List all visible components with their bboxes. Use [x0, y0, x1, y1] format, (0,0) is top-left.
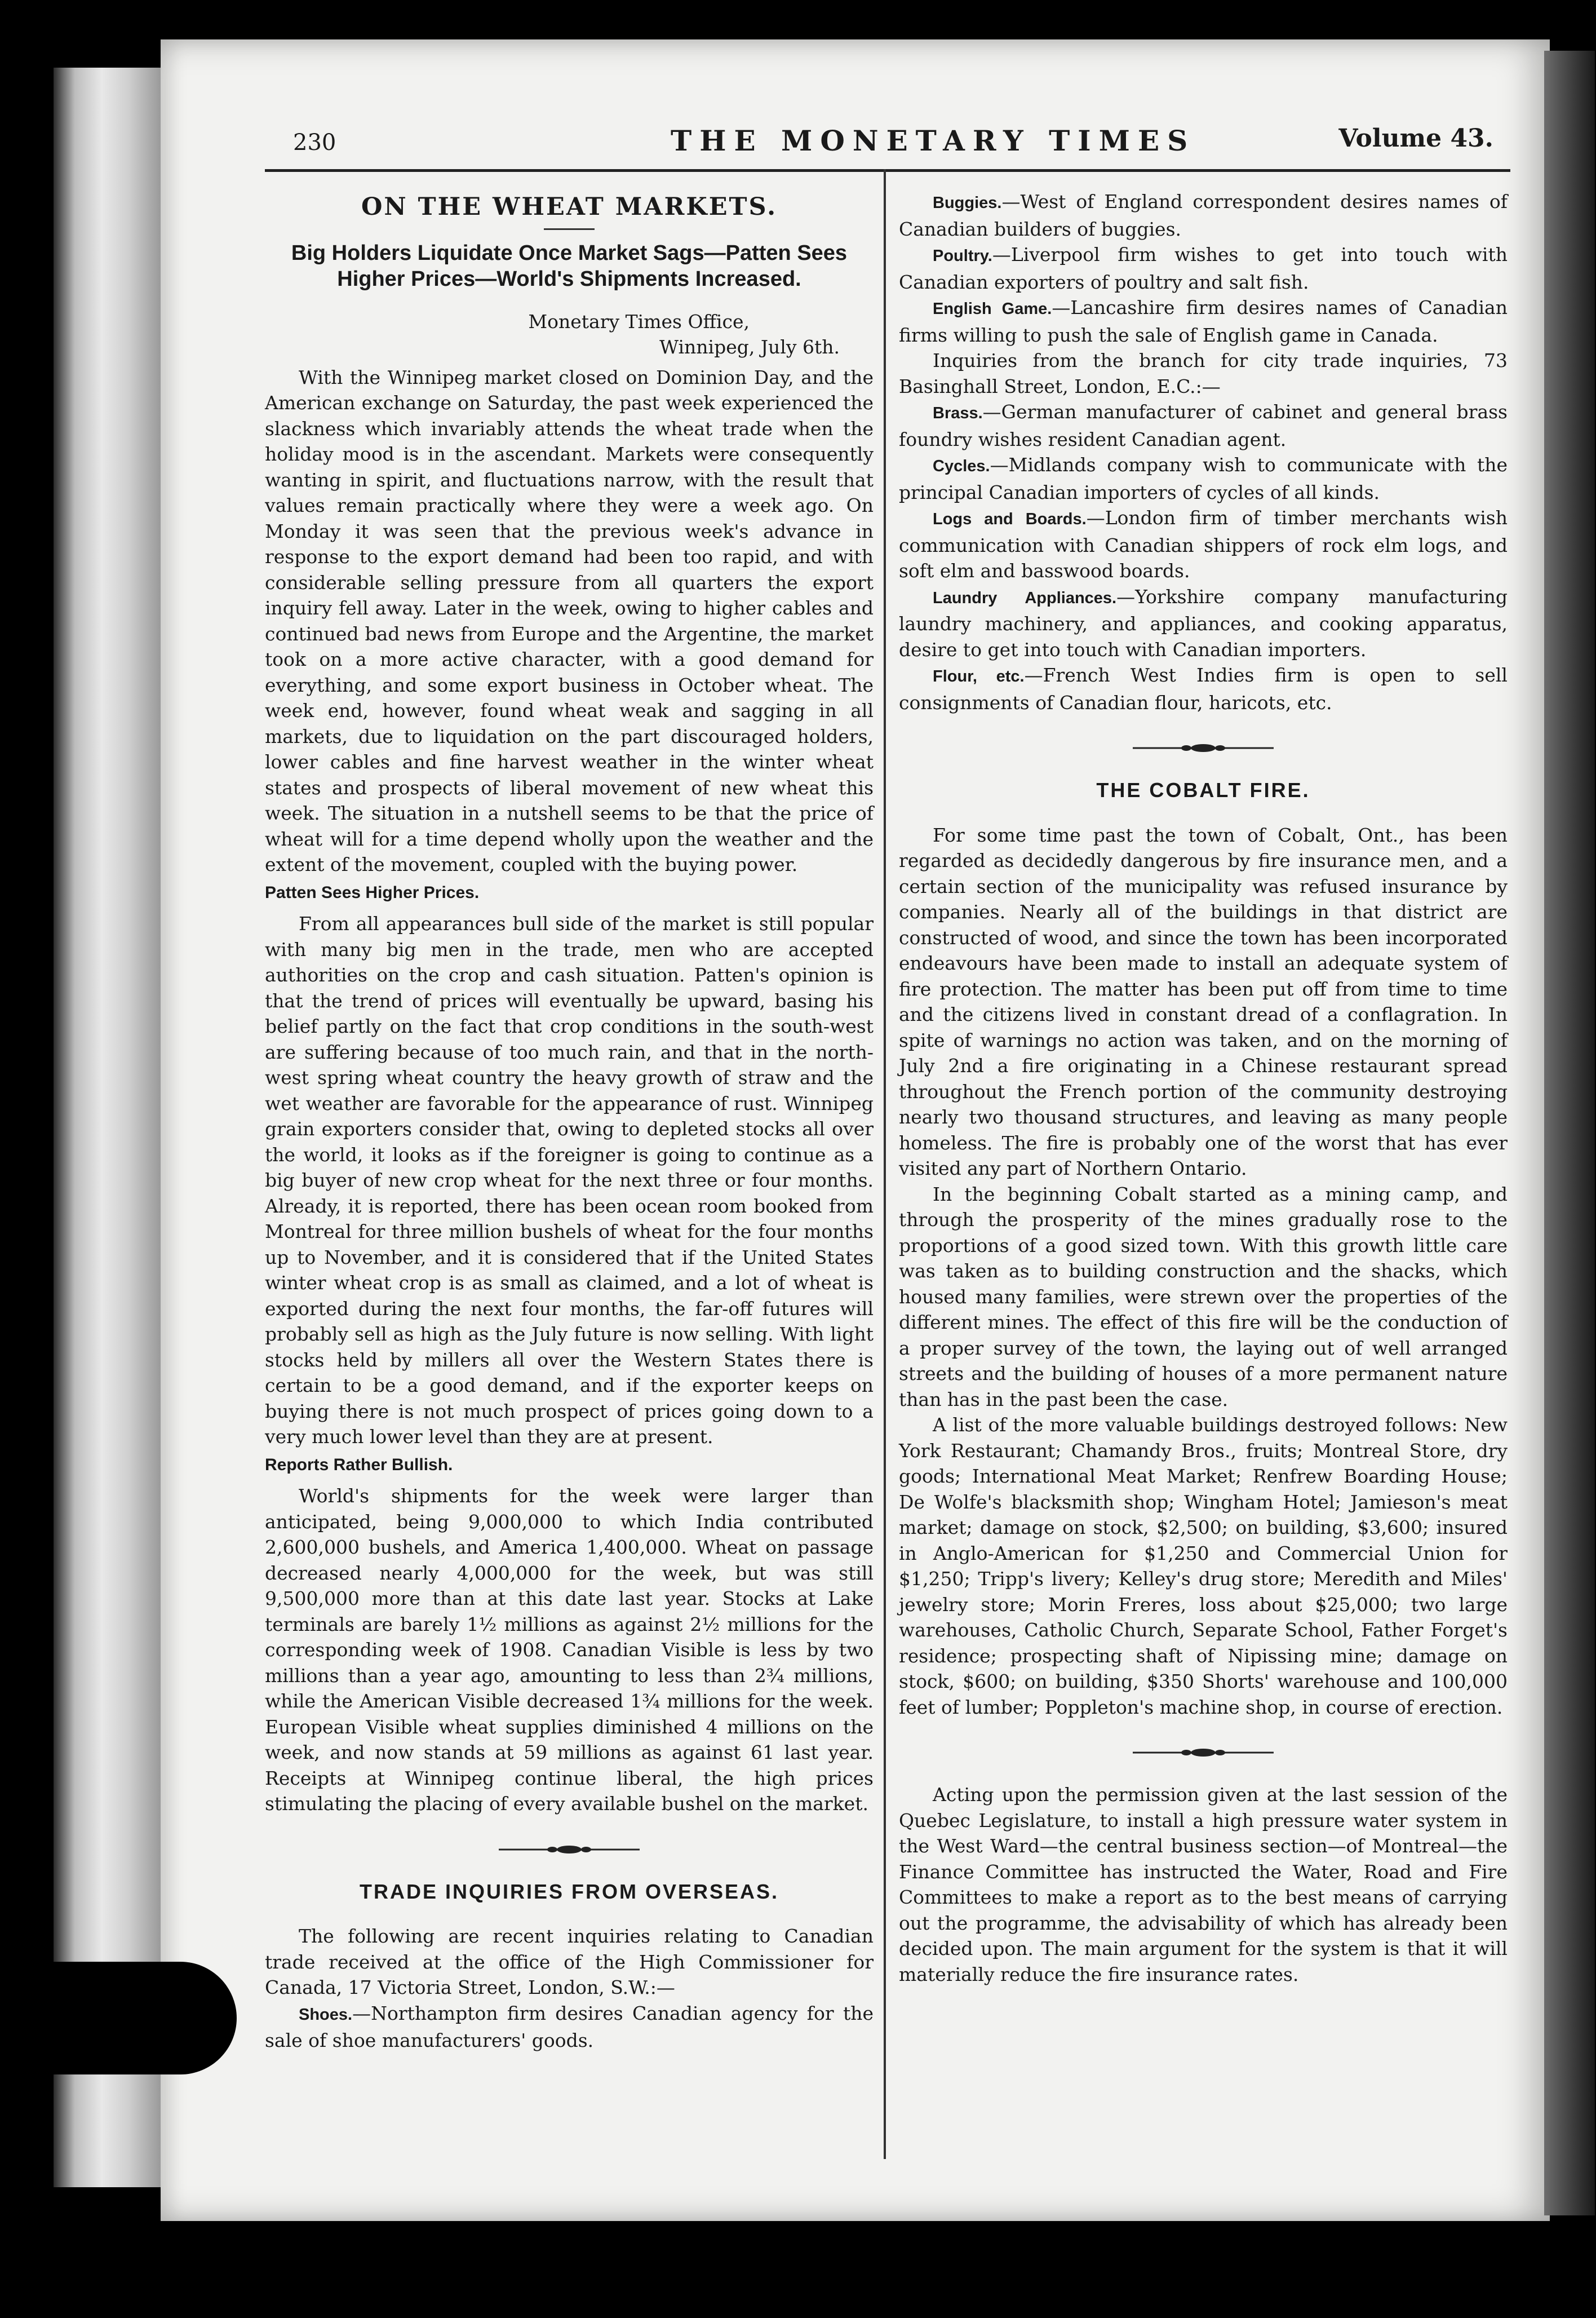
item-label: Shoes.: [299, 2005, 353, 2024]
trade-item-laundry: [899, 584, 1508, 663]
header-rule: [265, 169, 1510, 172]
item-label: Cycles.: [933, 457, 990, 475]
book-page-edges: [54, 68, 161, 2187]
trade-item-brass: [899, 399, 1508, 452]
subhead-patten: Patten Sees Higher Prices.: [265, 883, 480, 902]
subhead-bullish: Reports Rather Bullish.: [265, 1455, 453, 1474]
cobalt-paragraph-2: In the beginning Cobalt started as a mining camp, and through the prosperity of the mines gradually rose to the proportions of a good sized town. With this growth little care was taken as to building construction and the shacks, which housed many families, were strewn over the properties of the different mines. The effect of this fire will be the conduction of a proper survey of the town, the laying out of well arranged streets and the building of houses of a more permanent nature than has in the past been the case.: [899, 1183, 1508, 1410]
trade-intro: The following are recent inquiries relating to Canadian trade received at the office of the High Commissioner for Canada, 17 Victoria Street, London, S.W.:—: [265, 1925, 874, 1998]
deck-line-1: Big Holders Liquidate Once Market Sags—Patten Sees: [291, 241, 848, 265]
cobalt-paragraph-1: For some time past the town of Cobalt, Ont., has been regarded as decidedly dangerous by fire insurance men, and a certain section of the municipality was refused insurance by companies. Nearly all of the buildings in that district are constructed of wood, and since the town has been incorporated endeavours have been made to install an adequate system of fire protection. The matter has been put off from time to time and the citizens lived in constant dread of a conflagration. In spite of warnings no action was taken, and on the morning of July 2nd a fire originating in a Chinese restaurant spread throughout the French portion of the community destroying nearly two thousand structures, and leaving as many people homeless. The fire is probably one of the worst that has ever visited any part of Northern Ontario.: [899, 824, 1508, 1179]
left-column: [265, 189, 874, 2054]
title-rule: [544, 228, 595, 230]
item-label: Logs and Boards.: [933, 510, 1087, 528]
ornament-icon: [1133, 1747, 1274, 1758]
running-header: [293, 124, 1493, 175]
page-number: 230: [293, 130, 336, 156]
thumb-shadow: [0, 1962, 237, 2074]
deck-line-2: Higher Prices—World's Shipments Increased.: [337, 267, 801, 291]
trade-inquiries-title: TRADE INQUIRIES FROM OVERSEAS.: [359, 1879, 779, 1903]
dateline-place: Winnipeg, July 6th.: [659, 336, 840, 358]
item-text: —Northampton firm desires Canadian agency for the sale of shoe manufacturers' goods.: [265, 2002, 874, 2051]
item-text: —French West Indies firm is open to sell consignments of Canadian flour, haricots, etc.: [899, 664, 1508, 714]
book-gutter-edge: [1544, 51, 1595, 2215]
trade-item-game: [899, 295, 1508, 348]
trade-item-shoes: [265, 2001, 874, 2054]
ornament-icon: [1133, 742, 1274, 754]
item-text: —German manufacturer of cabinet and general brass foundry wishes resident Canadian agent.: [899, 401, 1508, 450]
item-label: English Game.: [933, 300, 1052, 318]
trade-item-poultry: [899, 242, 1508, 295]
item-text: —Yorkshire company manufacturing laundry machinery, and appliances, and cooking apparatus, desire to get into touch with Canadian importers.: [899, 585, 1508, 661]
cobalt-paragraph-3: A list of the more valuable buildings destroyed follows: New York Restaurant; Chamandy Bros., fruits; Montreal Store, dry goods; International Meat Market; Renfrew Boarding House; De Wolfe's blacksmith shop; Wingham Hotel; Jamieson's meat market; damage on stock, $2,500; on building, $3,600; insured in Anglo-American for $1,250 and Commercial Union for $1,250; Tripp's livery; Kelley's drug store; Meredith and Miles' jewelry store; Morin Freres, loss about $25,000; two large warehouses, Catholic Church, Separate School, Father Forget's residence; prospecting shaft of Nipissing mine; damage on stock, $600; on building, $350 Shorts' warehouse and 100,000 feet of lumber; Poppleton's machine shop, in course of erection.: [899, 1414, 1508, 1718]
item-label: Brass.: [933, 404, 983, 422]
wheat-paragraph-1: With the Winnipeg market closed on Dominion Day, and the American exchange on Saturday, the past week experienced the slackness which invariably attends the wheat trade when the holiday mood is in the ascendant. Markets were consequently wanting in spirit, and fluctuations narrow, with the result that values remain practically where they were a week ago. On Monday it was seen that the previous week's advance in response to the export demand had been too rapid, and with considerable selling pressure from all quarters the export inquiry fell away. Later in the week, owing to higher cables and continued bad news from Europe and the Argentine, the market took on a more active character, with a good demand for everything, and some export business in October wheat. The week end, however, found wheat weak and sagging in all markets, due to liquidation on the part discouraged holders, lower cables and fine harvest weather in the winter wheat states and prospects of liberal movement of new wheat this week. The situation in a nutshell seems to be that the price of wheat will for a time depend wholly upon the weather and the extent of the movement, coupled with the buying power.: [265, 366, 874, 875]
item-label: Poultry.: [933, 247, 992, 265]
quebec-paragraph: Acting upon the permission given at the last session of the Quebec Legislature, to install a high pressure water system in the West Ward—the central business section—of Montreal—the Finance Committee has instructed the Water, Road and Fire Committees to make a report as to the best means of carrying out the programme, the advisability of which has already been decided upon. The main argument for the system is that it will materially reduce the fire insurance rates.: [899, 1784, 1508, 1985]
trade-item-cycles: [899, 452, 1508, 505]
item-text: —Liverpool firm wishes to get into touch with Canadian exporters of poultry and salt fish.: [899, 244, 1508, 293]
item-text: —London firm of timber merchants wish communication with Canadian shippers of rock elm logs, and soft elm and basswood boards.: [899, 507, 1508, 582]
item-label: Laundry Appliances.: [933, 589, 1117, 607]
item-label: Buggies.: [933, 194, 1002, 212]
ornament-divider: [899, 1747, 1508, 1758]
wheat-paragraph-3: World's shipments for the week were larger than anticipated, being 9,000,000 to which India contributed 2,600,000 bushels, and America 1,400,000. Wheat on passage decreased nearly 4,000,000 for the week, but was still 9,500,000 more than at this date last year. Stocks at Lake terminals are barely 1½ millions as against 2½ millions for the corresponding week of 1908. Canadian Visible is less by two millions than a year ago, amounting to less than 2¾ millions, while the American Visible decreased 1¾ millions for the week. European Visible wheat supplies diminished 4 millions on the week, and now stands at 59 millions as against 61 last year. Receipts at Winnipeg continue liberal, the high prices stimulating the placing of every available bushel on the market.: [265, 1485, 874, 1815]
trade-branch-intro: Inquiries from the branch for city trade inquiries, 73 Basinghall Street, London, E.C.:—: [899, 350, 1508, 397]
item-text: —Midlands company wish to communicate with the principal Canadian importers of cycles of all kinds.: [899, 454, 1508, 503]
wheat-article-title: ON THE WHEAT MARKETS.: [361, 193, 778, 221]
wheat-article-deck: [265, 240, 874, 292]
journal-title: THE MONETARY TIMES: [671, 124, 1196, 157]
volume-label: Volume 43.: [1338, 124, 1493, 153]
right-column: [899, 189, 1508, 1987]
trade-item-buggies: [899, 189, 1508, 242]
item-text: —Lancashire firm desires names of Canadian firms willing to push the sale of English game in Canada.: [899, 297, 1508, 346]
wheat-paragraph-2: From all appearances bull side of the market is still popular with many big men in the trade, men who are accepted authorities on the crop and cash situation. Patten's opinion is that the trend of prices will eventually be upward, basing his belief partly on the fact that crop conditions in the south-west are suffering because of too much rain, and that in the north-west spring wheat country the heavy growth of straw and the wet weather are favorable for the appearance of rust. Winnipeg grain exporters consider that, owing to depleted stocks all over the world, it looks as if the foreigner is going to continue as a big buyer of new crop wheat for the next three or four months. Already, it is reported, there has been ocean room booked from Montreal for three million bushels of wheat for the four months up to November, and it is considered that if the United States winter wheat crop is as small as claimed, and a lot of wheat is exported during the next four months, the far-off futures will probably sell as high as the July future is now selling. With light stocks held by millers all over the Western States there is certain to be a good demand, and if the exporter keeps on buying there is not much prospect of prices going down to a very much lower level than they are at present.: [265, 913, 874, 1448]
item-label: Flour, etc.: [933, 667, 1025, 685]
trade-item-flour: [899, 662, 1508, 715]
cobalt-fire-title: THE COBALT FIRE.: [1096, 778, 1310, 802]
trade-item-logs: [899, 505, 1508, 584]
dateline-office: Monetary Times Office,: [528, 310, 750, 333]
ornament-divider: [265, 1844, 874, 1855]
column-rule: [884, 169, 886, 2159]
ornament-icon: [499, 1844, 640, 1855]
ornament-divider: [899, 742, 1508, 754]
item-text: —West of England correspondent desires names of Canadian builders of buggies.: [899, 191, 1508, 240]
